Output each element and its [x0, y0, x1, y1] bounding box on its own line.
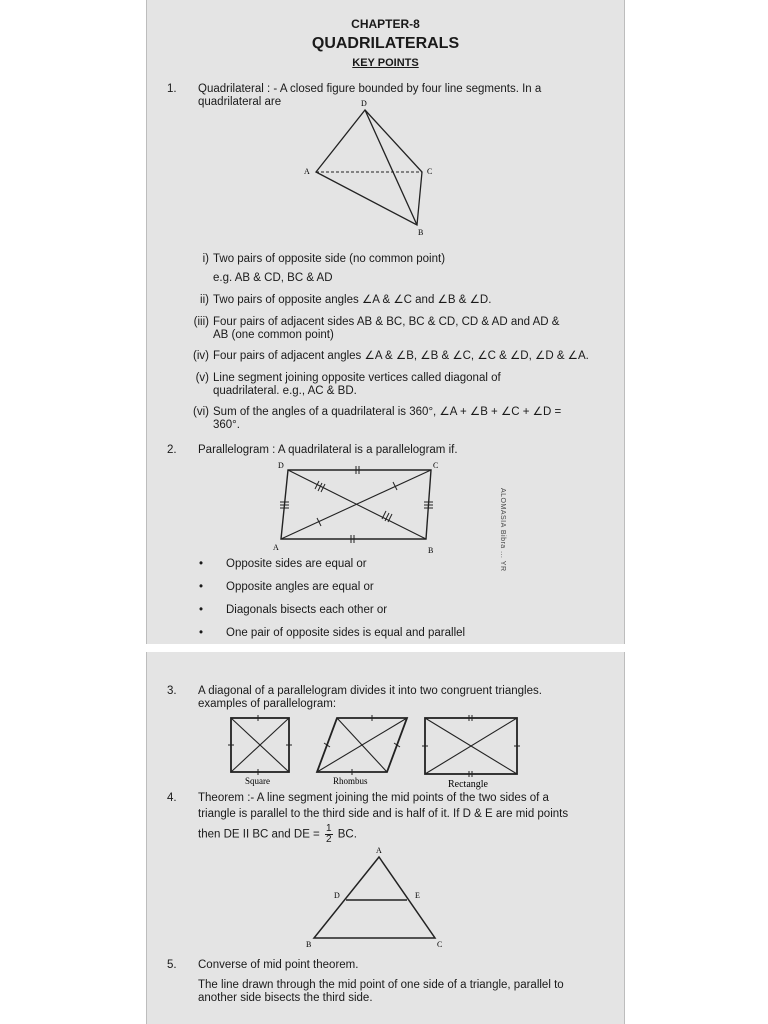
- point-number: (v): [195, 372, 209, 384]
- point-text: 360°.: [213, 419, 240, 431]
- point-label-e: E: [415, 891, 420, 900]
- bullet-text: One pair of opposite sides is equal and parallel: [226, 627, 466, 639]
- point-number: (vi): [193, 406, 209, 418]
- point-label-d: D: [334, 891, 340, 900]
- theorem-statement-end: BC.: [337, 828, 357, 841]
- item-2-text: Parallelogram : A quadrilateral is a parallelogram if.: [198, 444, 458, 456]
- fraction-denominator: 2: [325, 834, 332, 845]
- vertex-label-c: C: [433, 461, 439, 470]
- page-2: [146, 652, 625, 1024]
- item-3-line-1: A diagonal of a parallelogram divides it into two congruent triangles.: [198, 685, 542, 697]
- bullet-dot: •: [199, 627, 204, 639]
- item-1-number: 1.: [167, 83, 177, 95]
- vertex-label-a: A: [304, 167, 310, 176]
- chapter-title: QUADRILATERALS: [311, 35, 460, 52]
- vertex-label-c: C: [427, 167, 433, 176]
- item-5-number: 5.: [167, 959, 177, 971]
- point-text: Line segment joining opposite vertices called diagonal of: [213, 372, 501, 384]
- point-text: e.g. AB & CD, BC & AD: [213, 272, 333, 284]
- item-1-line-2: quadrilateral are: [198, 96, 282, 108]
- item-5-line-3: another side bisects the third side.: [198, 992, 373, 1004]
- quadrilateral-figure: [297, 92, 447, 242]
- bullet-text: Opposite sides are equal or: [226, 558, 367, 570]
- fraction: [325, 824, 333, 845]
- point-text: quadrilateral. e.g., AC & BD.: [213, 385, 357, 397]
- item-4-line-2: triangle is parallel to the third side and is half of it. If D & E are mid points: [198, 808, 569, 820]
- item-4-line-3: [198, 824, 357, 845]
- point-text: Two pairs of opposite angles ∠A & ∠C and ∠B & ∠D.: [213, 294, 492, 306]
- item-4-number: 4.: [167, 792, 177, 804]
- bullet-dot: •: [199, 581, 204, 593]
- caption-rectangle: Rectangle: [448, 779, 488, 790]
- chapter-label: CHAPTER-8: [351, 17, 420, 31]
- item-4-line-1: Theorem :- A line segment joining the mid points of the two sides of a: [198, 792, 549, 804]
- point-number: (iii): [193, 316, 209, 328]
- point-text: AB (one common point): [213, 329, 334, 341]
- point-text: Two pairs of opposite side (no common point): [213, 253, 446, 265]
- vertex-label-b: B: [428, 546, 434, 555]
- caption-rhombus: Rhombus: [333, 776, 368, 786]
- point-text: Four pairs of adjacent sides AB & BC, BC & CD, CD & AD and AD &: [213, 316, 560, 328]
- item-5-line-1: Converse of mid point theorem.: [198, 959, 359, 971]
- bullet-dot: •: [199, 604, 204, 616]
- item-3-line-2: examples of parallelogram:: [198, 698, 337, 710]
- vertex-label-c: C: [437, 940, 443, 949]
- bullet-text: Diagonals bisects each other or: [226, 604, 388, 616]
- parallelogram-figure: [271, 457, 441, 559]
- theorem-statement: then DE II BC and DE =: [198, 828, 320, 841]
- page-1: [146, 0, 625, 644]
- vertex-label-d: D: [361, 99, 367, 108]
- point-number: ii): [200, 294, 209, 306]
- parallelogram-examples-figure: [225, 714, 535, 794]
- bullet-text: Opposite angles are equal or: [226, 581, 374, 593]
- point-number: (iv): [193, 350, 209, 362]
- point-text: Sum of the angles of a quadrilateral is 360°, ∠A + ∠B + ∠C + ∠D =: [213, 406, 562, 418]
- point-number: i): [202, 253, 209, 265]
- item-5-line-2: The line drawn through the mid point of one side of a triangle, parallel to: [198, 979, 564, 991]
- point-text: Four pairs of adjacent angles ∠A & ∠B, ∠B & ∠C, ∠C & ∠D, ∠D & ∠A.: [213, 350, 589, 362]
- item-1-line-1: Quadrilateral : - A closed figure bounded by four line segments. In a: [198, 83, 542, 95]
- vertex-label-d: D: [278, 461, 284, 470]
- vertex-label-a: A: [376, 846, 382, 855]
- item-3-number: 3.: [167, 685, 177, 697]
- vertex-label-b: B: [306, 940, 312, 949]
- item-2-number: 2.: [167, 444, 177, 456]
- bullet-dot: •: [199, 558, 204, 570]
- vertex-label-b: B: [418, 228, 424, 237]
- fraction-numerator: 1: [325, 823, 332, 834]
- key-points-heading: KEY POINTS: [352, 57, 419, 69]
- vertex-label-a: A: [273, 543, 279, 552]
- side-margin-note: ALOMASIA Bibra ... YR: [499, 488, 506, 572]
- midpoint-triangle-figure: [303, 844, 453, 954]
- caption-square: Square: [245, 776, 270, 786]
